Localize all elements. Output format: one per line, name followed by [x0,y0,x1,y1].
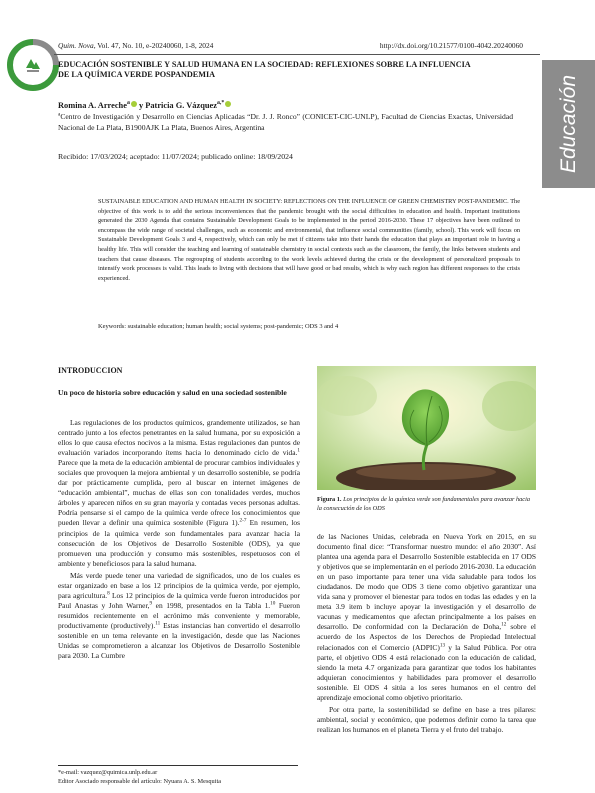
reference[interactable]: 2-7 [239,517,247,524]
volume-info: , Vol. 47, No. 10, e-20240060, 1-8, 2024 [93,41,214,50]
text: Más verde puede tener una variedad de significados, uno de los cuales es estar organizado en base a los 12 principios de la química verde, por ejemplo, para agricultura. [58,570,300,600]
author-1-affiliation: a [126,100,130,107]
doi-link[interactable]: http://dx.doi.org/10.21577/0100-4042.20240060 [379,41,523,50]
reference[interactable]: 9 [149,600,153,607]
reference[interactable]: 13 [439,642,446,649]
figure-label: Figura 1. [317,496,342,503]
figure-photo-green-leaf [317,366,536,490]
orcid-icon[interactable] [225,101,231,107]
author-1: Romina A. Arreche [58,101,127,110]
text: En resumen, los principios de la química verde son fundamentales para avanzar hacia la consecución de los Objetivos de Desarrollo Sostenible (ODS), ya que promueven una producción y consumo más sostenibles, respetuosos con el ambiente y beneficiosos para la salud humana. [58,518,300,568]
reference[interactable]: 1 [297,447,300,454]
text: en 1998, presentados en la Tabla 1. [152,600,271,610]
section-tab [542,60,595,188]
paragraph [58,418,300,569]
text: Las regulaciones de los productos químicos, grandemente utilizados, se han centrado junto a los efectos penetrantes en la salud humana, por su exposición a ellos lo que causa efectos nocivos a la misma. Estas regulaciones dan puntos de evaluación variados incorporando ítems hacia lo denominado ciclo de vida. [58,418,300,458]
text: Los 12 principios de la química verde fueron introducidos por Paul Anastas y John Warner, [58,590,300,610]
text: sobre el acuerdo de los Aspectos de los Derechos de Propiedad Intelectual relacionados con el Comercio (ADPIC) [317,622,536,652]
author-connector: y [136,101,146,110]
reference[interactable]: 11 [155,620,161,627]
figure-caption-text: Los principios de la química verde son fundamentales para avanzar hacia la consecución de los ODS [317,496,530,512]
text: Parece que la meta de la educación ambiental de procurar cambios individuales y sociales que provoquen la mejora ambiental y un desarrollo sostenible, se podría dar por prácticamente cumplida, pero al buscar en internet imágenes de “educación ambiental”, muchas de ellas son con tonalidades verdes, muchos árboles y aparecen niños en su gran mayoría y contadas veces personas adultas. Podría pensarse si el campo de la química verde ofrece los conocimientos que pueden llevar a definir una química sostenible (Figura 1). [58,458,300,528]
affiliation-marker: a [58,111,61,118]
affiliation-text: Centro de Investigación y Desarrollo en Ciencias Aplicadas “Dr. J. J. Ronco” (CONICET-CIC-UNLP), Facultad de Ciencias Exactas, Universidad Nacional de La Plata, B1900AJK La Plata, Buenos Aires, Argentina [58,112,513,132]
reference[interactable]: 10 [270,600,276,607]
header-rule [54,54,540,55]
keywords: Keywords: sustainable education; human health; social systems; post-pandemic; ODS 3 and 4 [98,323,339,330]
footnote-email: *e-mail: vazquez@quimica.unlp.edu.ar [58,769,158,776]
subsection-heading: Un poco de historia sobre educación y salud en una sociedad sostenible [58,388,287,397]
paragraph [317,532,536,703]
right-column [317,532,536,735]
author-2: Patricia G. Vázquez [145,101,217,110]
journal-recycle-logo [6,38,60,92]
journal-name: Quim. Nova [58,41,94,50]
text: Fueron resumidos recientemente en el acrónimo más conveniente y memorable, productivamente (productively). [58,600,300,630]
title-line-2: DE LA QUÍMICA VERDE POSPANDEMIA [58,70,216,79]
article-title [58,60,498,80]
text: de las Naciones Unidas, celebrada en Nueva York en 2015, en su documento final dice: “Transformar nuestro mundo: el año 2030”. Así plantea una agenda para el Desarrollo Sostenible establecida en 17 ODS y objetivos que se implementarán en el período 2016-2030. La educación en un paso importante para tener una vida saludable para todos los ciudadanos. De modo que ODS 3 tiene como objetivo garantizar una vida sana y promover el bienestar para todos en todas las edades y en la meta 3.9 item b incluye apoyar la investigación y el desarrollo de vacunas y medicamentos que afectan principalmente a los países en desarrollo. De conformidad con la Declaración de Doha, [317,532,536,632]
publication-dates: Recibido: 17/03/2024; aceptado: 11/07/2024; publicado online: 18/09/2024 [58,152,293,161]
text: Estas instancias han convertido el desarrollo sostenible en un tema relevante en la investigación, desde que las Naciones Unidas se comprometieron a alcanzar los Objetivos de Desarrollo Sostenible para 2030. La Cumbre [58,620,300,661]
section-tab-label: Educación [556,74,580,174]
affiliation [58,112,513,133]
figure-caption [317,496,536,513]
author-2-affiliation: a,* [216,100,225,107]
journal-citation [58,41,213,50]
footnote-editor: Editor Asociado responsable del artículo: Nyuara A. S. Mesquita [58,778,221,785]
reference[interactable]: 12 [501,621,507,628]
title-line-1: EDUCACIÓN SOSTENIBLE Y SALUD HUMANA EN LA SOCIEDAD: REFLEXIONES SOBRE LA INFLUENCIA [58,60,471,69]
text: y la Salud Pública. Por otra parte, el objetivo ODS 4 está relacionado con la educación de calidad, siendo la meta 4.7 organizada para garantizar que todos los habitantes adquieran conocimientos y habilidades para promover el desarrollo sostenible. El ODS 4 sitúa a los seres humanos en el centro del aprendizaje emocional como objetivo prioritario. [317,642,536,702]
reference[interactable]: 8 [107,590,110,597]
author-list [58,101,231,110]
paragraph: Por otra parte, la sostenibilidad se define en base a tres pilares: ambiental, social y económico, que podemos definir como la tarea que realizan los humanos en el planeta Tierra y el fruto del trabajo. [317,704,536,734]
footnote-rule [58,765,298,766]
abstract: SUSTAINABLE EDUCATION AND HUMAN HEALTH IN SOCIETY: REFLECTIONS ON THE INFLUENCE OF GREEN CHEMISTRY POST-PANDEMIC. The objective of this work is to add the serious inconveniences that the pandemic brought with the social difficulties in education and health. Important institutions generated the 2030 Agenda that contains Sustainable Development Goals to be implemented in the period 2016-2030. These 17 objectives have been outlined to encompass the wide range of societal challenges, such as economic and environmental, that influence social communities (family, school). This work will focus on Sustainable Development Goals 3 and 4, respectively, which can only be met if citizens take into their hands the education that plays an important role in having a healthy life. This will consider the teaching and learning of sustainable chemistry in social contexts such as the classroom, the family, the links between students and teachers that cause diseases. The regrouping of students according to the work levels achieved during the crisis or the development of personalized proposals to intensify work processes is valid. This leads to living with decisions that will have good or bad results, which is why each region has different responses to the crisis experienced. [98,198,520,282]
paragraph [58,571,300,661]
section-heading: INTRODUCCION [58,366,123,375]
left-column [58,418,300,661]
